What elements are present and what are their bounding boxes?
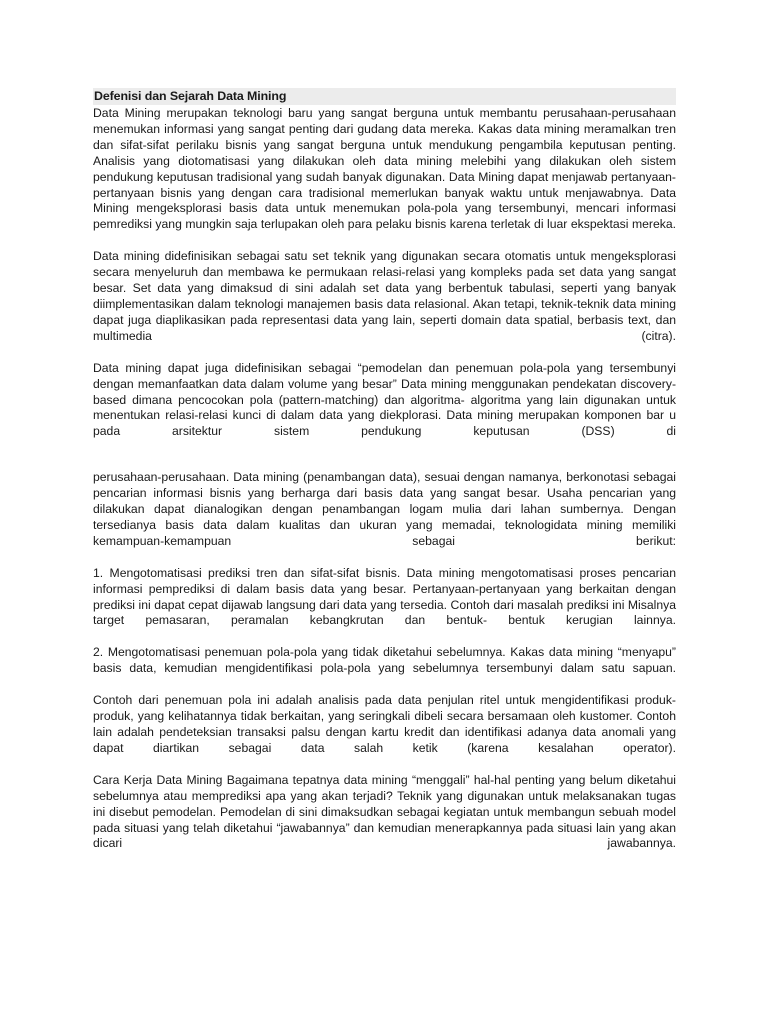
document-title: Defenisi dan Sejarah Data Mining xyxy=(94,89,287,103)
paragraph-gap xyxy=(93,233,676,249)
paragraph-gap xyxy=(93,345,676,361)
paragraph-definition-alt: Data mining dapat juga didefinisikan sebagai “pemodelan dan penemuan pola-pola yang tersembunyi dengan memanfaatkan data dalam volume yang besar” Data mining menggunakan pendekatan discovery-based dimana pencocokan pola (pattern-matching) dan algoritma- algoritma yang lain digunakan untuk menentukan relasi-relasi kunci di dalam data yang diekplorasi. Data mining merupakan komponen bar u pada arsitektur sistem pendukung keputusan (DSS) di xyxy=(93,360,676,439)
paragraph-intro: Data Mining merupakan teknologi baru yang sangat berguna untuk membantu perusahaan-perusahaan menemukan informasi yang sangat penting dari gudang data mereka. Kakas data mining meramalkan tren dan sifat-sifat perilaku bisnis yang sangat berguna untuk mendukung pengambila keputusan penting. Analisis yang diotomatisasi yang dilakukan oleh data mining melebihi yang dilakukan oleh sistem pendukung keputusan tradisional yang sudah banyak digunakan. Data Mining dapat menjawab pertanyaan-pertanyaan bisnis yang dengan cara tradisional memerlukan banyak waktu untuk menjawabnya. Data Mining mengeksplorasi basis data untuk menemukan pola-pola yang tersembunyi, mencari informasi pemrediksi yang mungkin saja terlupakan oleh para pelaku bisnis karena terletak di luar ekspektasi mereka. xyxy=(93,106,676,232)
paragraph-example: Contoh dari penemuan pola ini adalah analisis pada data penjulan ritel untuk mengidentifikasi produk-produk, yang kelihatannya tidak berkaitan, yang seringkali dibeli secara bersamaan oleh kustomer. Contoh lain adalah pendeteksian transaksi palsu dengan kartu kredit dan identifikasi adanya data anomali yang dapat diartikan sebagai data salah ketik (karena kesalahan operator). xyxy=(93,693,676,755)
paragraph-gap xyxy=(93,757,676,773)
paragraph-gap xyxy=(93,440,676,470)
document-page xyxy=(93,88,676,852)
paragraph-definition: Data mining didefinisikan sebagai satu set teknik yang digunakan secara otomatis untuk mengeksplorasi secara menyeluruh dan membawa ke permukaan relasi-relasi yang kompleks pada set data yang sangat besar. Set data yang dimaksud di sini adalah set data yang berbentuk tabulasi, seperti yang banyak diimplementasikan dalam teknologi manajemen basis data relasional. Akan tetapi, teknik-teknik data mining dapat juga diaplikasikan pada representasi data yang lain, seperti domain data spatial, berbasis text, dan multimedia (citra). xyxy=(93,249,676,343)
list-item-2: 2. Mengotomatisasi penemuan pola-pola yang tidak diketahui sebelumnya. Kakas data mining “menyapu” basis data, kemudian mengidentifikasi pola-pola yang sebelumnya tersembunyi dalam satu sapuan. xyxy=(93,645,676,676)
list-item-1: 1. Mengotomatisasi prediksi tren dan sifat-sifat bisnis. Data mining mengotomatisasi proses pencarian informasi pemprediksi di dalam basis data yang besar. Pertanyaan-pertanyaan yang berkaitan dengan prediksi ini dapat cepat dijawab langsung dari data yang tersedia. Contoh dari masalah prediksi ini Misalnya target pemasaran, peramalan kebangkrutan dan bentuk- bentuk kerugian lainnya. xyxy=(93,565,676,628)
paragraph-gap xyxy=(93,629,676,645)
paragraph-capabilities: perusahaan-perusahaan. Data mining (penambangan data), sesuai dengan namanya, berkonotasi sebagai pencarian informasi bisnis yang berharga dari basis data yang sangat besar. Usaha pencarian yang dilakukan dapat dianalogikan dengan penambangan logam mulia dari lahan sumbernya. Dengan tersedianya basis data dalam kualitas dan ukuran yang memadai, teknologidata mining memiliki kemampuan-kemampuan sebagai berikut: xyxy=(93,470,676,548)
paragraph-how-it-works: Cara Kerja Data Mining Bagaimana tepatnya data mining “menggali” hal-hal penting yang belum diketahui sebelumnya atau memprediksi apa yang akan terjadi? Teknik yang digunakan untuk melaksanakan tugas ini disebut pemodelan. Pemodelan di sini dimaksudkan sebagai kegiatan untuk membangun sebuah model pada situasi yang telah diketahui “jawabannya” dan kemudian menerapkannya pada situasi lain yang akan dicari jawabannya. xyxy=(93,772,676,851)
title-bar xyxy=(93,88,676,105)
paragraph-gap xyxy=(93,550,676,566)
paragraph-gap xyxy=(93,677,676,693)
